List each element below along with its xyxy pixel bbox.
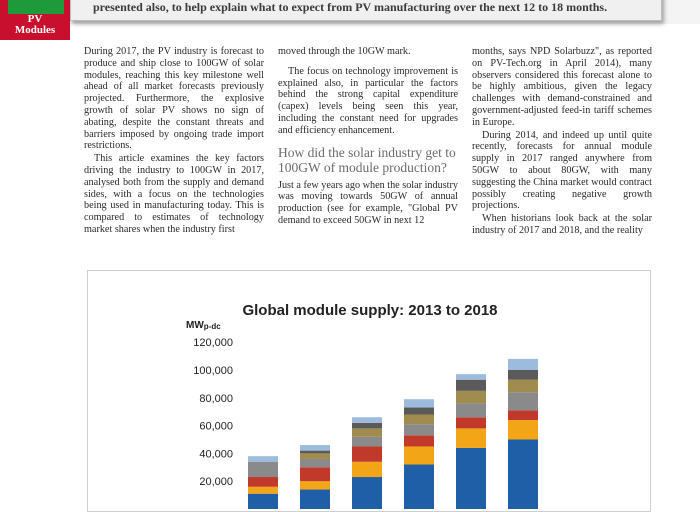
y-tick-label: 80,000 bbox=[199, 392, 233, 405]
bar-segment-2015-seg1 bbox=[352, 477, 382, 509]
bar-segment-2015-seg3 bbox=[352, 446, 382, 461]
y-tick-label: 120,000 bbox=[193, 337, 233, 350]
paragraph: This article examines the key factors driving the industry to 100GW in 2017, analysed both from the supply and demand sides, with a focus on the technologies being used in manufacturing today. This is compared to estimates of technology market shares when the industry first bbox=[84, 153, 264, 235]
paragraph: moved through the 10GW mark. bbox=[278, 46, 411, 57]
section-tab-accent bbox=[8, 0, 64, 14]
y-tick-label: 20,000 bbox=[199, 476, 233, 489]
bar-segment-2015-seg2 bbox=[352, 462, 382, 477]
paragraph: During 2017, the PV industry is forecast to produce and ship close to 100GW of solar modules, reaching this key milestone well ahead of all market forecasts previously projected. Furthermore, the explosive growth of solar PV shows no sign of abating, despite the constant threats and barriers imposed by ongoing trade import restrictions. bbox=[84, 46, 264, 152]
paragraph: When historians look back at the solar industry of 2017 and 2018, and the reality bbox=[472, 213, 652, 236]
section-tab bbox=[0, 0, 70, 40]
intro-text: presented also, to help explain what to expect from PV manufacturing over the next 12 to 18 months. bbox=[93, 0, 608, 14]
bar-segment-2017-seg7 bbox=[456, 374, 486, 380]
bar-segment-2016-seg1 bbox=[404, 465, 434, 509]
paragraph: The focus on technology improvement is explained also, in particular the factors behind the strong capital expenditure (capex) levels being seen this year, including the constant need for upgrades and efficiency enhancement. bbox=[278, 65, 458, 136]
bar-segment-2018-seg6 bbox=[508, 370, 538, 380]
bar-segment-2013-seg4 bbox=[248, 462, 278, 477]
bar-segment-2013-seg7 bbox=[248, 456, 278, 462]
bar-segment-2015-seg5 bbox=[352, 428, 382, 436]
chart-frame bbox=[87, 270, 651, 512]
bar-segment-2013-seg3 bbox=[248, 477, 278, 487]
bar-segment-2017-seg5 bbox=[456, 391, 486, 404]
bar-segment-2018-seg2 bbox=[508, 420, 538, 439]
article-column-1 bbox=[84, 46, 264, 237]
bar-segment-2015-seg7 bbox=[352, 417, 382, 423]
bar-segment-2018-seg5 bbox=[508, 380, 538, 393]
chart-title: Global module supply: 2013 to 2018 bbox=[242, 302, 498, 319]
section-tab-label bbox=[0, 14, 70, 36]
bar-segment-2016-seg7 bbox=[404, 399, 434, 407]
bar-segment-2017-seg4 bbox=[456, 403, 486, 417]
bar-segment-2018-seg1 bbox=[508, 440, 538, 510]
bar-segment-2014-seg3 bbox=[300, 467, 330, 481]
bar-segment-2018-seg7 bbox=[508, 359, 538, 370]
section-subheading: How did the solar industry get to 100GW of module production? bbox=[278, 144, 456, 175]
bar-segment-2016-seg5 bbox=[404, 414, 434, 424]
paragraph: Just a few years ago when the solar industry was moving towards 50GW of annual production (see for example, "Global PV demand to exceed 50GW in next 12 bbox=[278, 179, 458, 226]
y-axis-label bbox=[186, 320, 221, 331]
y-tick-label: 60,000 bbox=[199, 420, 233, 433]
bar-segment-2017-seg2 bbox=[456, 428, 486, 447]
section-tab-line2: Modules bbox=[14, 24, 56, 36]
bar-segment-2016-seg2 bbox=[404, 446, 434, 464]
y-axis-label-sub: p-dc bbox=[203, 322, 221, 331]
bar-segment-2014-seg1 bbox=[300, 490, 330, 509]
bar-segment-2014-seg6 bbox=[300, 451, 330, 454]
stacked-bar-chart bbox=[88, 271, 650, 511]
bar-segment-2014-seg5 bbox=[300, 453, 330, 459]
bar-segment-2015-seg6 bbox=[352, 423, 382, 429]
y-tick-label: 40,000 bbox=[199, 448, 233, 461]
bar-segment-2015-seg4 bbox=[352, 437, 382, 447]
section-tab-line1: PV bbox=[27, 13, 43, 25]
bar-segment-2018-seg3 bbox=[508, 410, 538, 420]
paragraph: months, says NPD Solarbuzz", as reported on PV-Tech.org in April 2014), many observers considered this forecast alone to be highly ambitious, given the legacy challenges with demand-constrained and government-adjusted feed-in tariff schemes in Europe. bbox=[472, 46, 652, 128]
bar-segment-2017-seg6 bbox=[456, 380, 486, 391]
y-tick-label: 100,000 bbox=[193, 365, 233, 377]
bar-segment-2016-seg3 bbox=[404, 435, 434, 446]
bar-segment-2017-seg3 bbox=[456, 417, 486, 428]
article-column-2 bbox=[278, 46, 458, 228]
bar-segment-2014-seg2 bbox=[300, 481, 330, 489]
bar-segment-2013-seg2 bbox=[248, 487, 278, 494]
intro-box bbox=[70, 0, 662, 21]
bar-segment-2018-seg4 bbox=[508, 392, 538, 410]
article-column-3 bbox=[472, 46, 652, 238]
bar-segment-2016-seg6 bbox=[404, 408, 434, 415]
bar-segment-2014-seg7 bbox=[300, 445, 330, 451]
y-axis-label-main: MW bbox=[186, 320, 204, 331]
bar-segment-2014-seg4 bbox=[300, 459, 330, 467]
bar-segment-2013-seg1 bbox=[248, 494, 278, 509]
bar-segment-2016-seg4 bbox=[404, 424, 434, 435]
paragraph: During 2014, and indeed up until quite recently, forecasts for annual module supply in 2017 ranged anywhere from 50GW to about 80GW, with many suggesting the China market would contract possibly creating negative growth projections. bbox=[472, 129, 652, 212]
